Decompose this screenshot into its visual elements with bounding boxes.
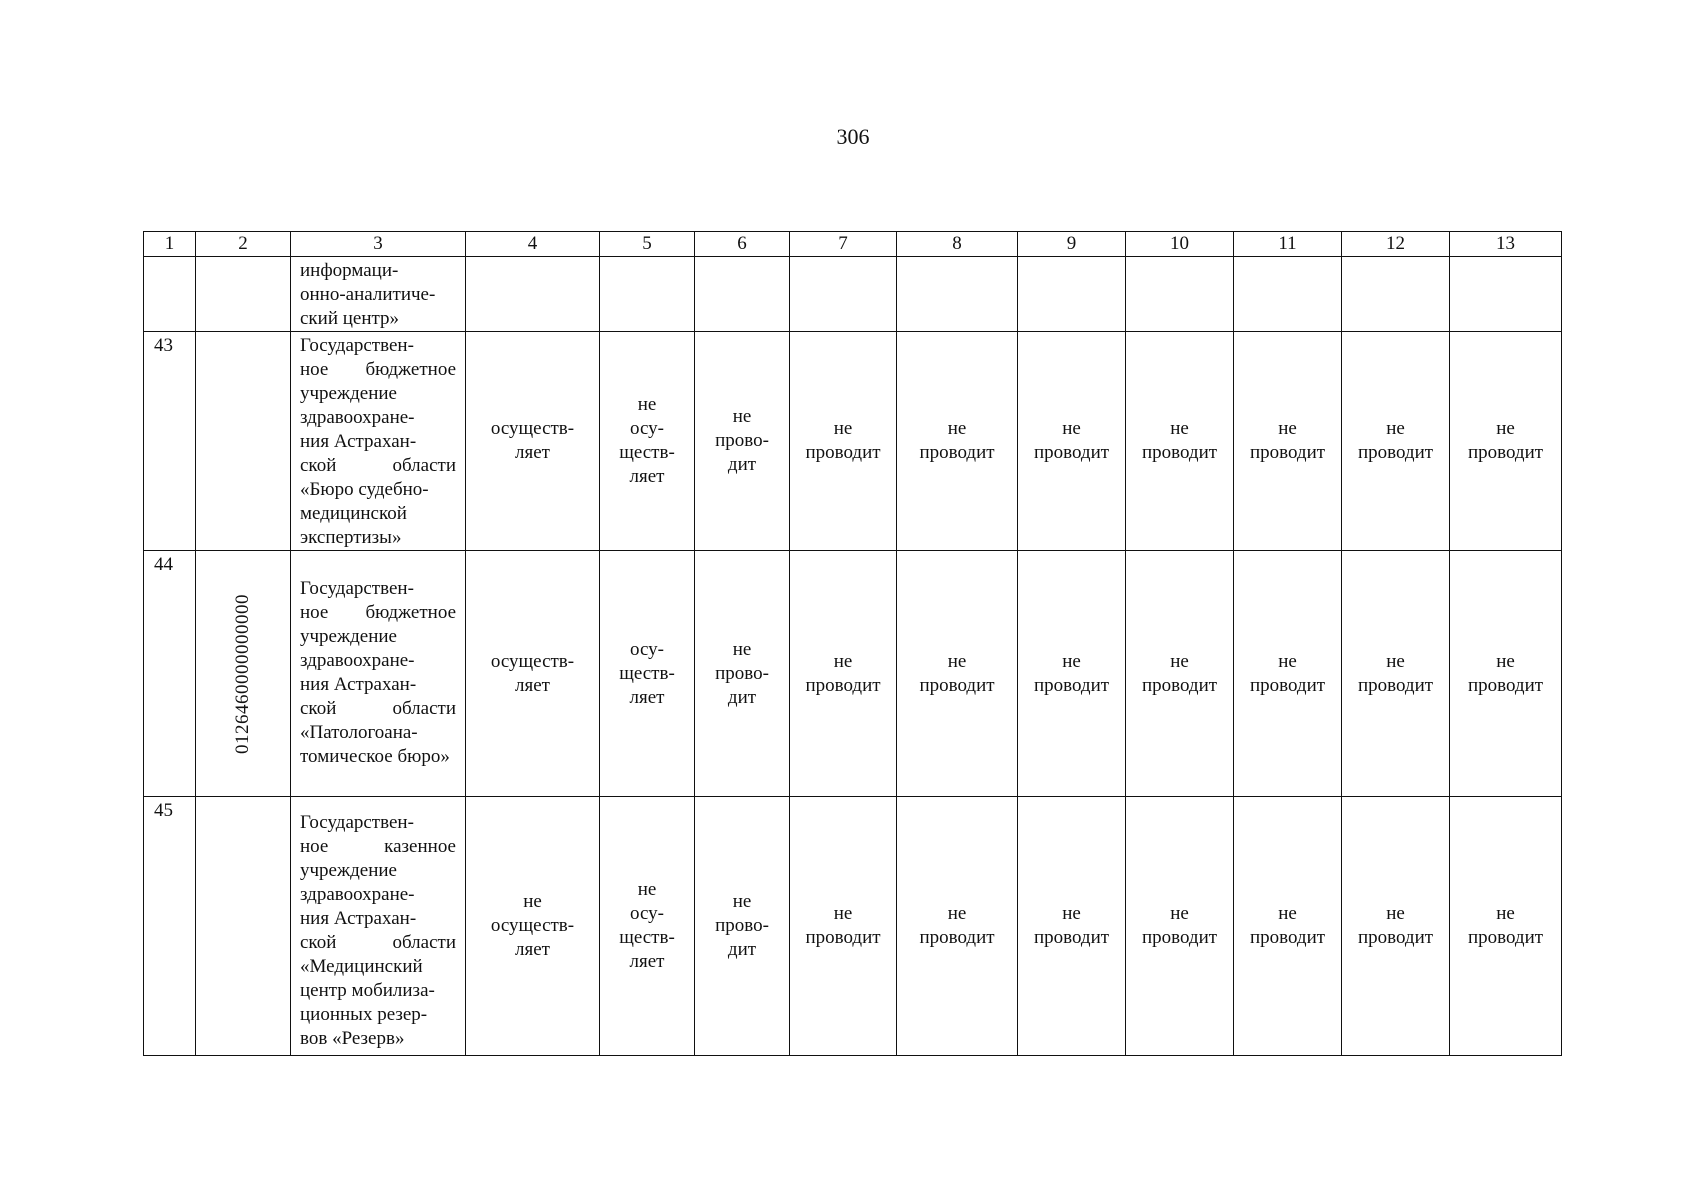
cell-col-4 xyxy=(466,332,600,551)
column-header: 4 xyxy=(466,232,600,257)
table-row xyxy=(144,797,1562,1056)
cell-text: не осу- ществ- ляет xyxy=(619,879,675,972)
table-row xyxy=(144,551,1562,797)
institution-name xyxy=(291,551,466,797)
cell-text: не проводит xyxy=(1033,903,1110,948)
column-header: 6 xyxy=(695,232,790,257)
cell-text: не проводит xyxy=(1141,418,1218,463)
row-number: 43 xyxy=(144,332,196,551)
cell-text: не прово- дит xyxy=(715,638,769,708)
cell-col-9 xyxy=(1018,332,1126,551)
cell-col-11 xyxy=(1234,797,1342,1056)
row-number: 44 xyxy=(144,551,196,797)
cell-col-5 xyxy=(600,797,695,1056)
cell-text: не осуществ- ляет xyxy=(490,891,575,960)
cell-col-9 xyxy=(1018,797,1126,1056)
cell-text: не проводит xyxy=(919,418,995,463)
cell-col-5 xyxy=(600,332,695,551)
cell-col-11 xyxy=(1234,551,1342,797)
cell-col-11 xyxy=(1234,332,1342,551)
cell-col-13 xyxy=(1450,551,1562,797)
cell-col-12 xyxy=(1342,257,1450,332)
cell-text: не проводит xyxy=(1357,418,1434,463)
institution-name-text: Государствен- ное бюджетное учреждение здравоохране- ния Астрахан- ской области «Бюро судебно- медицинской экспертизы» xyxy=(300,335,456,548)
column-header: 8 xyxy=(897,232,1018,257)
page-number: 306 xyxy=(836,124,870,149)
cell-col-13 xyxy=(1450,797,1562,1056)
cell-text: не проводит xyxy=(1249,418,1326,463)
cell-col-7 xyxy=(790,797,897,1056)
row-code xyxy=(196,551,291,797)
cell-text: не проводит xyxy=(805,650,881,696)
cell-text: не проводит xyxy=(1357,903,1434,948)
cell-col-9 xyxy=(1018,257,1126,332)
cell-col-8 xyxy=(897,332,1018,551)
column-header: 2 xyxy=(196,232,291,257)
table-row xyxy=(144,332,1562,551)
registry-table xyxy=(143,231,1562,1056)
column-header: 11 xyxy=(1234,232,1342,257)
institution-name-text: Государствен- ное бюджетное учреждение здравоохране- ния Астрахан- ской области «Патологоана- томическое бюро» xyxy=(300,578,456,767)
cell-col-13 xyxy=(1450,332,1562,551)
cell-col-6 xyxy=(695,257,790,332)
cell-text: не проводит xyxy=(1033,418,1110,463)
cell-col-9 xyxy=(1018,551,1126,797)
cell-col-10 xyxy=(1126,797,1234,1056)
column-header: 1 xyxy=(144,232,196,257)
cell-text: не проводит xyxy=(1033,650,1110,696)
cell-text: осуществ- ляет xyxy=(490,418,575,463)
row-number xyxy=(144,257,196,332)
cell-col-8 xyxy=(897,797,1018,1056)
cell-col-7 xyxy=(790,332,897,551)
column-header: 7 xyxy=(790,232,897,257)
cell-text: не проводит xyxy=(805,903,881,948)
institution-name-text: Государствен- ное казенное учреждение здравоохране- ния Астрахан- ской области «Медицинский центр мобилиза- ционных резер- вов «Резерв» xyxy=(300,812,456,1049)
cell-text: не проводит xyxy=(1357,650,1434,696)
cell-text: не проводит xyxy=(919,650,995,696)
column-header: 13 xyxy=(1450,232,1562,257)
table-row xyxy=(144,257,1562,332)
cell-col-11 xyxy=(1234,257,1342,332)
cell-col-7 xyxy=(790,551,897,797)
institution-name xyxy=(291,797,466,1056)
column-header: 5 xyxy=(600,232,695,257)
cell-col-10 xyxy=(1126,551,1234,797)
institution-name xyxy=(291,332,466,551)
cell-col-6 xyxy=(695,797,790,1056)
cell-text: не проводит xyxy=(1141,903,1218,948)
cell-text: не проводит xyxy=(1249,903,1326,948)
cell-text: не осу- ществ- ляет xyxy=(619,394,675,487)
cell-col-10 xyxy=(1126,332,1234,551)
cell-text: не проводит xyxy=(805,418,881,463)
cell-text: осуществ- ляет xyxy=(490,650,575,696)
column-header: 3 xyxy=(291,232,466,257)
row-code xyxy=(196,797,291,1056)
cell-col-5 xyxy=(600,257,695,332)
cell-text: не проводит xyxy=(1141,650,1218,696)
column-header: 9 xyxy=(1018,232,1126,257)
table-header-row xyxy=(144,232,1562,257)
row-code xyxy=(196,257,291,332)
cell-col-5 xyxy=(600,551,695,797)
cell-col-4 xyxy=(466,797,600,1056)
cell-text: не проводит xyxy=(919,903,995,948)
row-code xyxy=(196,332,291,551)
cell-text: не проводит xyxy=(1467,903,1544,948)
cell-col-13 xyxy=(1450,257,1562,332)
cell-col-6 xyxy=(695,551,790,797)
column-header: 12 xyxy=(1342,232,1450,257)
cell-text: не проводит xyxy=(1467,418,1544,463)
cell-text: не проводит xyxy=(1249,650,1326,696)
cell-col-6 xyxy=(695,332,790,551)
column-header: 10 xyxy=(1126,232,1234,257)
cell-text: осу- ществ- ляет xyxy=(619,638,675,708)
cell-text: не прово- дит xyxy=(715,406,769,475)
institution-name-text: информаци- онно-аналитиче- ский центр» xyxy=(300,260,436,329)
cell-col-12 xyxy=(1342,797,1450,1056)
cell-text: не проводит xyxy=(1467,650,1544,696)
cell-col-4 xyxy=(466,257,600,332)
cell-col-12 xyxy=(1342,332,1450,551)
cell-col-10 xyxy=(1126,257,1234,332)
cell-col-12 xyxy=(1342,551,1450,797)
cell-text: не прово- дит xyxy=(715,891,769,960)
cell-col-4 xyxy=(466,551,600,797)
cell-col-8 xyxy=(897,551,1018,797)
row-code-text: 0126460000000000 xyxy=(232,593,253,754)
row-number: 45 xyxy=(144,797,196,1056)
cell-col-8 xyxy=(897,257,1018,332)
institution-name xyxy=(291,257,466,332)
cell-col-7 xyxy=(790,257,897,332)
